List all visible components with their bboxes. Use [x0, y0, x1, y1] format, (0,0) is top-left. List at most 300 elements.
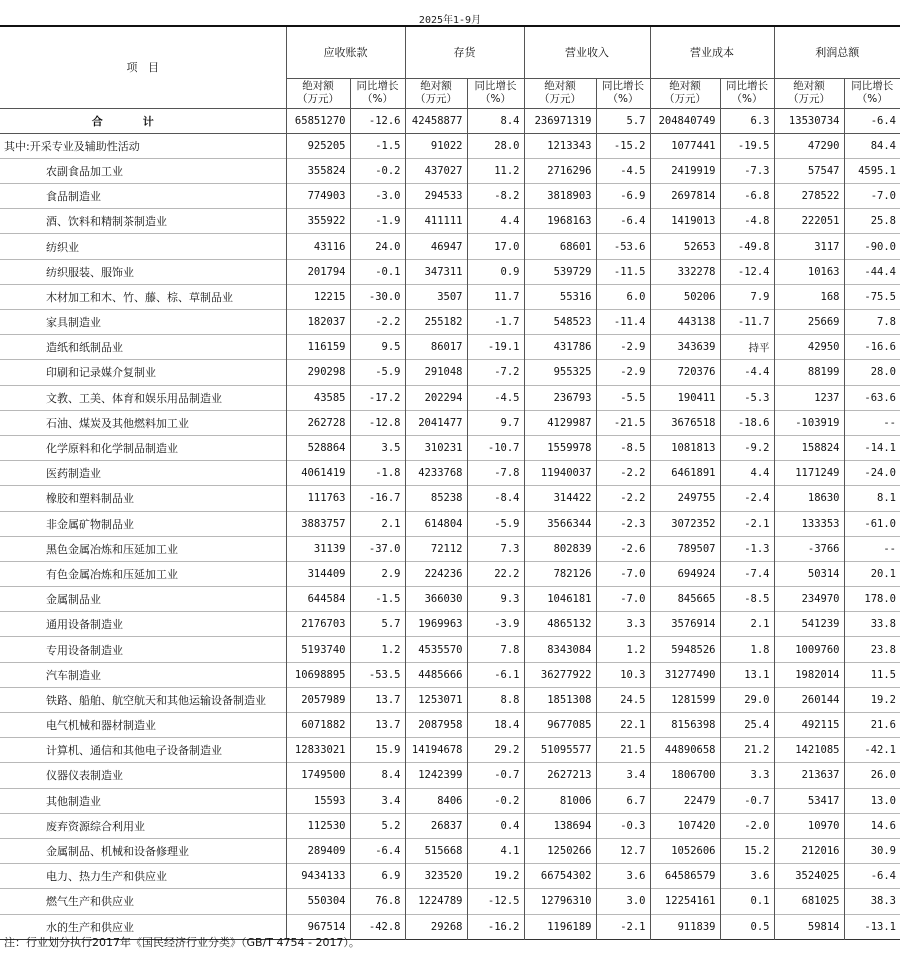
yoy-growth-cell: -49.8: [720, 234, 774, 259]
absolute-value-cell: 50314: [774, 561, 844, 586]
industry-name: 农副食品加工业: [46, 164, 123, 178]
absolute-value-cell: 42950: [774, 335, 844, 360]
industry-name: 燃气生产和供应业: [46, 895, 134, 909]
absolute-value-cell: 1419013: [650, 209, 720, 234]
industry-name: 通用设备制造业: [46, 618, 123, 632]
absolute-value-cell: -103919: [774, 410, 844, 435]
yoy-label: 同比增长: [474, 80, 517, 92]
yoy-growth-cell: 19.2: [467, 864, 524, 889]
absolute-value-cell: 81006: [524, 788, 596, 813]
absolute-value-cell: 18630: [774, 486, 844, 511]
absolute-value-cell: 528864: [286, 435, 350, 460]
yoy-growth-cell: 13.1: [720, 662, 774, 687]
yoy-growth-cell: -2.6: [596, 536, 650, 561]
abs-unit: （万元）: [297, 93, 339, 105]
absolute-value-cell: 12215: [286, 284, 350, 309]
yoy-growth-cell: -37.0: [350, 536, 405, 561]
yoy-growth-cell: -7.0: [596, 587, 650, 612]
table-row: [0, 788, 900, 813]
industry-name: 橡胶和塑料制品业: [46, 492, 134, 506]
absolute-value-cell: 1982014: [774, 662, 844, 687]
absolute-value-cell: 3524025: [774, 864, 844, 889]
absolute-value-cell: 44890658: [650, 738, 720, 763]
absolute-value-cell: 5948526: [650, 637, 720, 662]
yoy-growth-cell: -1.5: [350, 133, 405, 158]
absolute-value-cell: 355824: [286, 158, 350, 183]
yoy-growth-cell: -7.0: [596, 561, 650, 586]
yoy-growth-cell: 3.5: [350, 435, 405, 460]
receivables-header: 应收账款: [286, 26, 405, 78]
yoy-growth-cell: -17.2: [350, 385, 405, 410]
yoy-growth-cell: 29.0: [720, 687, 774, 712]
yoy-growth-cell: -5.9: [467, 511, 524, 536]
absolute-value-cell: 4535570: [405, 637, 467, 662]
yoy-growth-cell: -44.4: [844, 259, 900, 284]
absolute-value-cell: -3766: [774, 536, 844, 561]
yoy-growth-cell: -2.1: [596, 914, 650, 939]
industry-name: 计算机、通信和其他电子设备制造业: [46, 744, 222, 758]
absolute-value-cell: 644584: [286, 587, 350, 612]
absolute-value-cell: 64586579: [650, 864, 720, 889]
industry-name: 非金属矿物制品业: [46, 517, 134, 531]
report-period: 2025年1-9月: [418, 15, 482, 26]
yoy-growth-cell: 6.0: [596, 284, 650, 309]
yoy-growth-cell: 25.8: [844, 209, 900, 234]
absolute-value-cell: 91022: [405, 133, 467, 158]
absolute-value-cell: 112530: [286, 813, 350, 838]
yoy-growth-cell: 1.2: [350, 637, 405, 662]
yoy-growth-cell: -2.2: [596, 486, 650, 511]
yoy-growth-cell: -18.6: [720, 410, 774, 435]
yoy-growth-cell: 3.3: [596, 612, 650, 637]
table-row: [0, 133, 900, 158]
industry-name: 印刷和记录媒介复制业: [46, 366, 156, 380]
yoy-growth-cell: 21.2: [720, 738, 774, 763]
industry-name: 仪器仪表制造业: [46, 769, 123, 783]
absolute-value-cell: 2627213: [524, 763, 596, 788]
yoy-growth-cell: -3.9: [467, 612, 524, 637]
yoy-growth-cell: -15.2: [596, 133, 650, 158]
table-row: [0, 385, 900, 410]
absolute-value-cell: 614804: [405, 511, 467, 536]
abs-label: 绝对额: [793, 80, 825, 92]
yoy-growth-cell: 4.1: [467, 838, 524, 863]
yoy-growth-cell: -1.7: [467, 310, 524, 335]
absolute-value-cell: 42458877: [405, 108, 467, 133]
yoy-label: 同比增长: [851, 80, 894, 92]
absolute-value-cell: 539729: [524, 259, 596, 284]
absolute-value-cell: 314422: [524, 486, 596, 511]
absolute-value-cell: 2057989: [286, 687, 350, 712]
yoy-growth-cell: 178.0: [844, 587, 900, 612]
table-row: [0, 889, 900, 914]
absolute-value-cell: 111763: [286, 486, 350, 511]
abs-subheader: [774, 78, 844, 108]
yoy-growth-cell: -19.1: [467, 335, 524, 360]
yoy-growth-cell: -2.9: [596, 335, 650, 360]
yoy-growth-cell: 26.0: [844, 763, 900, 788]
table-row: [0, 435, 900, 460]
yoy-growth-cell: 7.8: [467, 637, 524, 662]
absolute-value-cell: 8406: [405, 788, 467, 813]
absolute-value-cell: 548523: [524, 310, 596, 335]
table-row: [0, 335, 900, 360]
industry-name: 造纸和纸制品业: [46, 341, 123, 355]
yoy-growth-cell: -0.2: [467, 788, 524, 813]
yoy-growth-cell: -12.5: [467, 889, 524, 914]
absolute-value-cell: 1806700: [650, 763, 720, 788]
yoy-growth-cell: -11.4: [596, 310, 650, 335]
yoy-growth-cell: 21.6: [844, 713, 900, 738]
absolute-value-cell: 13530734: [774, 108, 844, 133]
revenue-header: 营业收入: [524, 26, 650, 78]
absolute-value-cell: 65851270: [286, 108, 350, 133]
yoy-growth-cell: 24.0: [350, 234, 405, 259]
industry-name: 石油、煤炭及其他燃料加工业: [46, 416, 189, 430]
absolute-value-cell: 4061419: [286, 461, 350, 486]
yoy-growth-cell: 28.0: [844, 360, 900, 385]
absolute-value-cell: 88199: [774, 360, 844, 385]
absolute-value-cell: 289409: [286, 838, 350, 863]
absolute-value-cell: 68601: [524, 234, 596, 259]
table-row: [0, 813, 900, 838]
absolute-value-cell: 1171249: [774, 461, 844, 486]
yoy-growth-cell: 29.2: [467, 738, 524, 763]
industry-name: 化学原料和化学制品制造业: [46, 442, 178, 456]
absolute-value-cell: 204840749: [650, 108, 720, 133]
absolute-value-cell: 222051: [774, 209, 844, 234]
absolute-value-cell: 1253071: [405, 687, 467, 712]
yoy-growth-cell: -13.1: [844, 914, 900, 939]
yoy-growth-cell: 3.6: [596, 864, 650, 889]
absolute-value-cell: 366030: [405, 587, 467, 612]
yoy-growth-cell: 19.2: [844, 687, 900, 712]
yoy-subheader: [467, 78, 524, 108]
absolute-value-cell: 53417: [774, 788, 844, 813]
absolute-value-cell: 431786: [524, 335, 596, 360]
absolute-value-cell: 1749500: [286, 763, 350, 788]
yoy-growth-cell: 8.8: [467, 687, 524, 712]
absolute-value-cell: 182037: [286, 310, 350, 335]
absolute-value-cell: 1421085: [774, 738, 844, 763]
absolute-value-cell: 347311: [405, 259, 467, 284]
yoy-growth-cell: -14.1: [844, 435, 900, 460]
absolute-value-cell: 52653: [650, 234, 720, 259]
absolute-value-cell: 43585: [286, 385, 350, 410]
yoy-growth-cell: -1.9: [350, 209, 405, 234]
yoy-growth-cell: 13.7: [350, 713, 405, 738]
yoy-growth-cell: -4.8: [720, 209, 774, 234]
yoy-growth-cell: -19.5: [720, 133, 774, 158]
absolute-value-cell: 8343084: [524, 637, 596, 662]
absolute-value-cell: 236793: [524, 385, 596, 410]
yoy-growth-cell: -61.0: [844, 511, 900, 536]
yoy-growth-cell: -2.4: [720, 486, 774, 511]
yoy-growth-cell: -2.2: [596, 461, 650, 486]
yoy-growth-cell: 4.4: [467, 209, 524, 234]
yoy-growth-cell: 20.1: [844, 561, 900, 586]
industry-finance-table: [0, 25, 900, 940]
yoy-growth-cell: 6.7: [596, 788, 650, 813]
yoy-growth-cell: 9.5: [350, 335, 405, 360]
absolute-value-cell: 2697814: [650, 184, 720, 209]
yoy-growth-cell: 3.3: [720, 763, 774, 788]
yoy-growth-cell: 8.1: [844, 486, 900, 511]
abs-subheader: [650, 78, 720, 108]
abs-unit: （万元）: [415, 93, 457, 105]
yoy-growth-cell: -75.5: [844, 284, 900, 309]
industry-name: 金属制品、机械和设备修理业: [46, 845, 189, 859]
industry-name: 水的生产和供应业: [46, 920, 134, 934]
absolute-value-cell: 234970: [774, 587, 844, 612]
industry-name: 废弃资源综合利用业: [46, 819, 145, 833]
yoy-growth-cell: 9.7: [467, 410, 524, 435]
yoy-growth-cell: -16.7: [350, 486, 405, 511]
industry-name: 电力、热力生产和供应业: [46, 870, 167, 884]
yoy-subheader: [596, 78, 650, 108]
table-row: [0, 637, 900, 662]
absolute-value-cell: 343639: [650, 335, 720, 360]
abs-label: 绝对额: [669, 80, 701, 92]
yoy-label: 同比增长: [726, 80, 768, 92]
yoy-growth-cell: -4.5: [467, 385, 524, 410]
absolute-value-cell: 72112: [405, 536, 467, 561]
yoy-growth-cell: -2.0: [720, 813, 774, 838]
table-row: [0, 713, 900, 738]
table-row: [0, 184, 900, 209]
absolute-value-cell: 802839: [524, 536, 596, 561]
yoy-growth-cell: 5.2: [350, 813, 405, 838]
yoy-growth-cell: -9.2: [720, 435, 774, 460]
absolute-value-cell: 3566344: [524, 511, 596, 536]
yoy-growth-cell: -42.1: [844, 738, 900, 763]
absolute-value-cell: 1081813: [650, 435, 720, 460]
yoy-growth-cell: -1.8: [350, 461, 405, 486]
yoy-growth-cell: -7.0: [844, 184, 900, 209]
industry-name: 其中:开采专业及辅助性活动: [4, 139, 140, 153]
yoy-growth-cell: -0.7: [720, 788, 774, 813]
yoy-growth-cell: -12.8: [350, 410, 405, 435]
industry-name: 专用设备制造业: [46, 643, 123, 657]
yoy-growth-cell: -6.4: [844, 864, 900, 889]
abs-label: 绝对额: [302, 80, 334, 92]
yoy-growth-cell: 5.7: [596, 108, 650, 133]
yoy-growth-cell: -2.9: [596, 360, 650, 385]
absolute-value-cell: 774903: [286, 184, 350, 209]
yoy-growth-cell: 0.4: [467, 813, 524, 838]
yoy-growth-cell: 3.0: [596, 889, 650, 914]
yoy-growth-cell: -7.8: [467, 461, 524, 486]
absolute-value-cell: 201794: [286, 259, 350, 284]
absolute-value-cell: 57547: [774, 158, 844, 183]
absolute-value-cell: 6071882: [286, 713, 350, 738]
yoy-growth-cell: 12.7: [596, 838, 650, 863]
industry-name: 汽车制造业: [46, 668, 101, 682]
absolute-value-cell: 2419919: [650, 158, 720, 183]
yoy-growth-cell: 25.4: [720, 713, 774, 738]
yoy-growth-cell: 11.2: [467, 158, 524, 183]
absolute-value-cell: 6461891: [650, 461, 720, 486]
yoy-unit: （%）: [731, 93, 763, 105]
table-row: [0, 360, 900, 385]
yoy-label: 同比增长: [356, 80, 399, 92]
industry-name: 酒、饮料和精制茶制造业: [46, 215, 167, 229]
table-row: [0, 410, 900, 435]
absolute-value-cell: 3818903: [524, 184, 596, 209]
abs-subheader: [405, 78, 467, 108]
absolute-value-cell: 138694: [524, 813, 596, 838]
yoy-growth-cell: 15.9: [350, 738, 405, 763]
yoy-growth-cell: -10.7: [467, 435, 524, 460]
yoy-growth-cell: -8.5: [720, 587, 774, 612]
absolute-value-cell: 10698895: [286, 662, 350, 687]
industry-name: 家具制造业: [46, 316, 101, 330]
table-row: [0, 864, 900, 889]
absolute-value-cell: 3072352: [650, 511, 720, 536]
yoy-growth-cell: 0.9: [467, 259, 524, 284]
absolute-value-cell: 25669: [774, 310, 844, 335]
yoy-growth-cell: 8.4: [350, 763, 405, 788]
absolute-value-cell: 782126: [524, 561, 596, 586]
yoy-growth-cell: -21.5: [596, 410, 650, 435]
absolute-value-cell: 2716296: [524, 158, 596, 183]
industry-name: 医药制造业: [46, 467, 101, 481]
absolute-value-cell: 2041477: [405, 410, 467, 435]
absolute-value-cell: 294533: [405, 184, 467, 209]
yoy-growth-cell: -0.2: [350, 158, 405, 183]
yoy-growth-cell: 15.2: [720, 838, 774, 863]
absolute-value-cell: 550304: [286, 889, 350, 914]
absolute-value-cell: 3117: [774, 234, 844, 259]
absolute-value-cell: 4485666: [405, 662, 467, 687]
absolute-value-cell: 168: [774, 284, 844, 309]
absolute-value-cell: 3883757: [286, 511, 350, 536]
absolute-value-cell: 1052606: [650, 838, 720, 863]
yoy-growth-cell: 30.9: [844, 838, 900, 863]
absolute-value-cell: 411111: [405, 209, 467, 234]
abs-subheader: [286, 78, 350, 108]
absolute-value-cell: 291048: [405, 360, 467, 385]
yoy-growth-cell: -2.1: [720, 511, 774, 536]
table-row: [0, 587, 900, 612]
yoy-growth-cell: 6.3: [720, 108, 774, 133]
table-row: [0, 259, 900, 284]
absolute-value-cell: 55316: [524, 284, 596, 309]
absolute-value-cell: 29268: [405, 914, 467, 939]
absolute-value-cell: 4129987: [524, 410, 596, 435]
industry-name: 电气机械和器材制造业: [46, 719, 156, 733]
yoy-growth-cell: -90.0: [844, 234, 900, 259]
yoy-growth-cell: 0.1: [720, 889, 774, 914]
absolute-value-cell: 107420: [650, 813, 720, 838]
absolute-value-cell: 59814: [774, 914, 844, 939]
yoy-growth-cell: -8.5: [596, 435, 650, 460]
absolute-value-cell: 213637: [774, 763, 844, 788]
absolute-value-cell: 1242399: [405, 763, 467, 788]
cost-header: 营业成本: [650, 26, 774, 78]
yoy-growth-cell: --: [844, 536, 900, 561]
yoy-growth-cell: -63.6: [844, 385, 900, 410]
absolute-value-cell: 3576914: [650, 612, 720, 637]
yoy-growth-cell: 7.8: [844, 310, 900, 335]
table-row: [0, 612, 900, 637]
industry-name: 金属制品业: [46, 593, 101, 607]
item-column-header: 项 目: [0, 26, 286, 108]
absolute-value-cell: 4233768: [405, 461, 467, 486]
yoy-growth-cell: 1.2: [596, 637, 650, 662]
absolute-value-cell: 967514: [286, 914, 350, 939]
yoy-growth-cell: -7.3: [720, 158, 774, 183]
absolute-value-cell: 212016: [774, 838, 844, 863]
table-row: [0, 687, 900, 712]
yoy-growth-cell: 84.4: [844, 133, 900, 158]
yoy-subheader: [844, 78, 900, 108]
abs-unit: （万元）: [788, 93, 830, 105]
absolute-value-cell: 694924: [650, 561, 720, 586]
table-row: [0, 561, 900, 586]
abs-label: 绝对额: [544, 80, 576, 92]
absolute-value-cell: 1196189: [524, 914, 596, 939]
absolute-value-cell: 1250266: [524, 838, 596, 863]
industry-name: 纺织服装、服饰业: [46, 265, 134, 279]
yoy-growth-cell: 4.4: [720, 461, 774, 486]
yoy-growth-cell: 4595.1: [844, 158, 900, 183]
yoy-growth-cell: 2.1: [720, 612, 774, 637]
absolute-value-cell: 51095577: [524, 738, 596, 763]
yoy-growth-cell: 3.6: [720, 864, 774, 889]
absolute-value-cell: 1969963: [405, 612, 467, 637]
absolute-value-cell: 955325: [524, 360, 596, 385]
yoy-growth-cell: -24.0: [844, 461, 900, 486]
abs-label: 绝对额: [420, 80, 452, 92]
absolute-value-cell: 789507: [650, 536, 720, 561]
absolute-value-cell: 1046181: [524, 587, 596, 612]
yoy-growth-cell: 6.9: [350, 864, 405, 889]
absolute-value-cell: 278522: [774, 184, 844, 209]
table-row: [0, 662, 900, 687]
absolute-value-cell: 116159: [286, 335, 350, 360]
yoy-growth-cell: 10.3: [596, 662, 650, 687]
yoy-growth-cell: -2.3: [596, 511, 650, 536]
yoy-growth-cell: -4.4: [720, 360, 774, 385]
yoy-growth-cell: -16.6: [844, 335, 900, 360]
yoy-growth-cell: -12.4: [720, 259, 774, 284]
industry-name: 有色金属冶炼和压延加工业: [46, 567, 178, 581]
yoy-growth-cell: 22.2: [467, 561, 524, 586]
absolute-value-cell: 4865132: [524, 612, 596, 637]
table-row: [0, 486, 900, 511]
table-row: [0, 763, 900, 788]
absolute-value-cell: 314409: [286, 561, 350, 586]
absolute-value-cell: 323520: [405, 864, 467, 889]
yoy-growth-cell: -6.4: [350, 838, 405, 863]
yoy-growth-cell: 38.3: [844, 889, 900, 914]
absolute-value-cell: 492115: [774, 713, 844, 738]
absolute-value-cell: 236971319: [524, 108, 596, 133]
yoy-growth-cell: 11.7: [467, 284, 524, 309]
table-row: [0, 838, 900, 863]
yoy-growth-cell: -53.6: [596, 234, 650, 259]
absolute-value-cell: 2176703: [286, 612, 350, 637]
absolute-value-cell: 14194678: [405, 738, 467, 763]
absolute-value-cell: 332278: [650, 259, 720, 284]
absolute-value-cell: 31277490: [650, 662, 720, 687]
absolute-value-cell: 3676518: [650, 410, 720, 435]
absolute-value-cell: 255182: [405, 310, 467, 335]
absolute-value-cell: 911839: [650, 914, 720, 939]
absolute-value-cell: 681025: [774, 889, 844, 914]
absolute-value-cell: 5193740: [286, 637, 350, 662]
